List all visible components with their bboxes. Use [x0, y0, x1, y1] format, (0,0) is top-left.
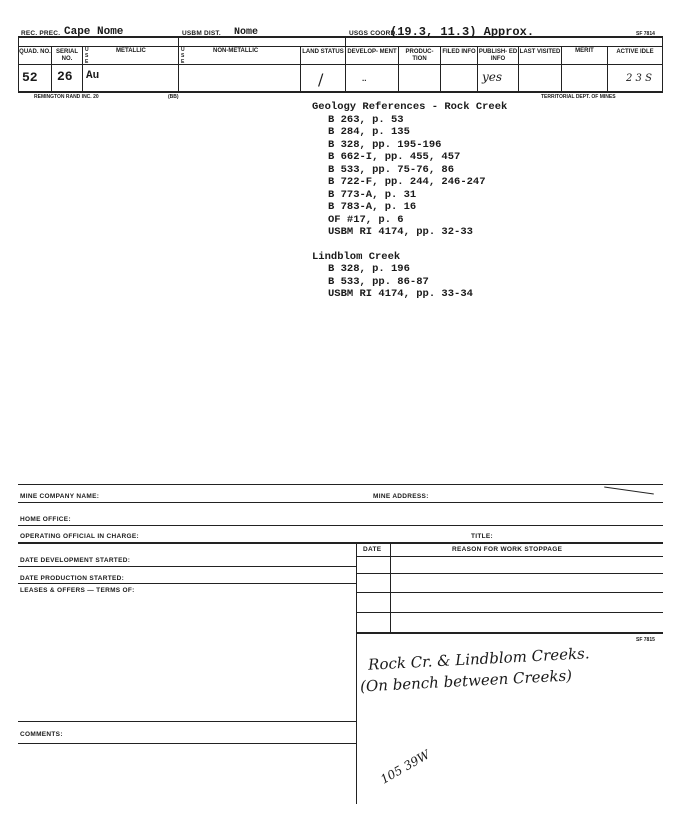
reference-item: USBM RI 4174, pp. 32-33	[328, 226, 473, 238]
quad-value: 52	[22, 70, 38, 85]
development-value: ..	[362, 74, 367, 83]
reference-item: B 662-I, pp. 455, 457	[328, 151, 461, 163]
land-status-value: /	[318, 70, 324, 89]
reference-item: B 533, pp. 86-87	[328, 275, 429, 288]
published-value: yes	[482, 70, 503, 84]
leases-label: LEASES & OFFERS — TERMS OF:	[20, 587, 135, 594]
usbm-dist-label: USBM DIST.	[182, 30, 221, 37]
home-office-label: HOME OFFICE:	[20, 516, 71, 523]
geology-references	[312, 101, 507, 301]
operating-official-label: OPERATING OFFICIAL IN CHARGE:	[20, 533, 139, 540]
references-title: Geology References - Rock Creek	[312, 101, 508, 113]
reason-label: REASON FOR WORK STOPPAGE	[452, 546, 563, 553]
usgs-coord-value: (19.3, 11.3) Approx.	[390, 25, 535, 39]
territorial-note: TERRITORIAL DEPT. OF MINES	[541, 94, 616, 100]
reference-item: B 722-F, pp. 244, 246-247	[328, 176, 486, 188]
divider-vertical	[356, 542, 357, 804]
vline	[662, 36, 663, 92]
usgs-coord-label: USGS COORD.	[349, 30, 398, 37]
col-last-visited: LAST VISITED	[519, 49, 561, 55]
handwritten-number: 105 39W	[378, 747, 433, 787]
reference-item: B 773-A, p. 31	[328, 188, 417, 201]
reference-item: B 328, pp. 195-196	[328, 138, 442, 151]
date-production-label: DATE PRODUCTION STARTED:	[20, 575, 125, 582]
header-rule-3	[18, 64, 663, 65]
reference-item: B 533, pp. 75-76, 86	[328, 163, 455, 176]
col-use: U S E	[85, 47, 89, 65]
reference-item: B 263, p. 53	[328, 113, 404, 126]
col-serial: SERIAL NO.	[55, 49, 78, 62]
vline	[178, 36, 179, 92]
reason-row-rule	[356, 612, 663, 613]
usbm-dist-value: Nome	[234, 27, 259, 38]
rock-creek-list	[312, 114, 507, 239]
reference-item: USBM RI 4174, pp. 33-34	[328, 288, 473, 300]
vline	[345, 36, 346, 92]
reference-item: B 328, p. 196	[328, 263, 410, 275]
rec-prec-value: Cape Nome	[64, 26, 124, 38]
col-development: DEVELOP- MENT	[347, 49, 397, 55]
rec-prec-label: REC. PREC.	[21, 30, 61, 37]
date-development-label: DATE DEVELOPMENT STARTED:	[20, 557, 131, 564]
form-top-rule	[18, 484, 663, 485]
col-filed-info: FILED INFO	[442, 49, 476, 55]
rule-prod	[18, 583, 356, 584]
reference-item: OF #17, p. 6	[328, 213, 404, 226]
col-land-status: LAND STATUS	[302, 49, 344, 55]
col-published-info: PUBLISH- ED INFO	[478, 49, 518, 62]
reference-item: B 783-A, p. 16	[328, 201, 417, 213]
printer-code: (BB)	[168, 94, 179, 100]
header-bottom-rule	[18, 91, 663, 93]
col-nonmetallic: NON-METALLIC	[213, 48, 259, 54]
rule-company	[18, 502, 663, 503]
reason-row-rule	[356, 573, 663, 574]
reason-header-rule	[356, 556, 663, 557]
date-label: DATE	[363, 546, 382, 553]
col-metallic: METALLIC	[116, 48, 146, 54]
col-use2: U S E	[181, 47, 185, 65]
col-merit: MERIT	[575, 48, 594, 54]
rule-official	[18, 542, 663, 544]
lindblom-list	[312, 263, 507, 301]
rule-dev	[18, 566, 356, 567]
handwritten-location-line2: (On bench between Creeks)	[359, 666, 573, 696]
pen-stroke	[604, 487, 654, 495]
rule-leases-end	[18, 721, 356, 722]
form-code-top: SF 7814	[636, 31, 655, 37]
col-production: PRODUC- TION	[405, 49, 434, 62]
col-active-idle: ACTIVE IDLE	[616, 49, 654, 55]
metallic-value: Au	[86, 70, 100, 82]
comments-label: COMMENTS:	[20, 731, 63, 738]
title-label: TITLE:	[471, 533, 494, 540]
reason-row-rule	[356, 592, 663, 593]
handwritten-location-line1: Rock Cr. & Lindblom Creeks.	[367, 644, 590, 674]
rule-comments	[18, 743, 356, 744]
mine-company-label: MINE COMPANY NAME:	[20, 493, 100, 500]
mine-address-label: MINE ADDRESS:	[373, 493, 429, 500]
serial-value: 26	[57, 69, 73, 84]
vline	[18, 36, 19, 92]
reason-bottom-rule	[356, 632, 663, 634]
header-rule-2	[18, 46, 663, 47]
vline	[82, 46, 83, 92]
printer-note: REMINGTON RAND INC. 20	[34, 94, 99, 100]
form-code-bottom: SF 7815	[636, 637, 655, 643]
active-value: 2 3 S	[626, 73, 652, 84]
reference-item: B 284, p. 135	[328, 126, 410, 138]
lindblom-title: Lindblom Creek	[312, 250, 401, 263]
col-quad: QUAD. NO.	[19, 49, 51, 55]
rule-home-office	[18, 525, 663, 526]
